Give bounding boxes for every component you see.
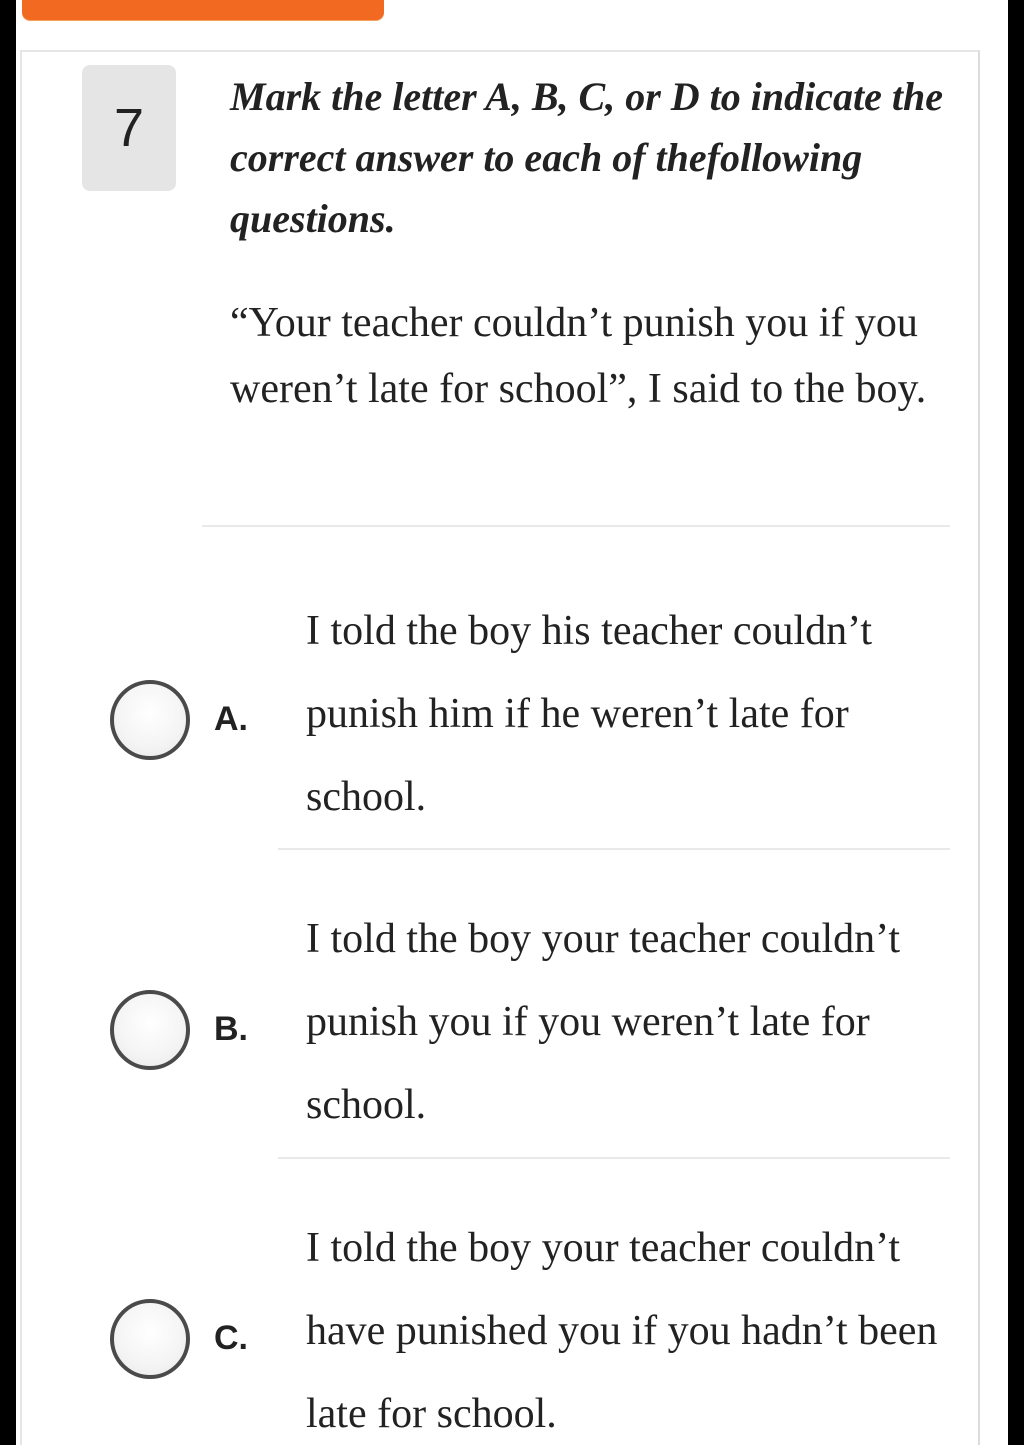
option-c-radio[interactable] bbox=[110, 1299, 190, 1379]
question-card bbox=[20, 50, 980, 1445]
top-orange-bar[interactable] bbox=[22, 0, 384, 20]
option-a-letter: A. bbox=[214, 700, 248, 738]
option-b-text: I told the boy your teacher couldn’t punish you if you weren’t late for school. bbox=[306, 916, 901, 1128]
option-c-letter: C. bbox=[214, 1319, 248, 1357]
option-a-divider bbox=[278, 848, 950, 850]
question-stem: “Your teacher couldn’t punish you if you weren’t late for school”, I said to the boy. bbox=[230, 300, 927, 412]
question-number-badge: 7 bbox=[82, 65, 176, 191]
option-b-letter: B. bbox=[214, 1010, 248, 1048]
option-a-text: I told the boy his teacher couldn’t punish him if he weren’t late for school. bbox=[306, 608, 873, 820]
stem-divider bbox=[202, 525, 950, 527]
quiz-screen bbox=[16, 0, 1008, 1445]
option-c-text: I told the boy your teacher couldn’t have punished you if you hadn’t been late for school. bbox=[306, 1225, 938, 1437]
option-a-radio[interactable] bbox=[110, 680, 190, 760]
question-instruction: Mark the letter A, B, C, or D to indicate the correct answer to each of thefollowing questions. bbox=[230, 74, 943, 241]
option-b-radio[interactable] bbox=[110, 990, 190, 1070]
option-b-divider bbox=[278, 1157, 950, 1159]
